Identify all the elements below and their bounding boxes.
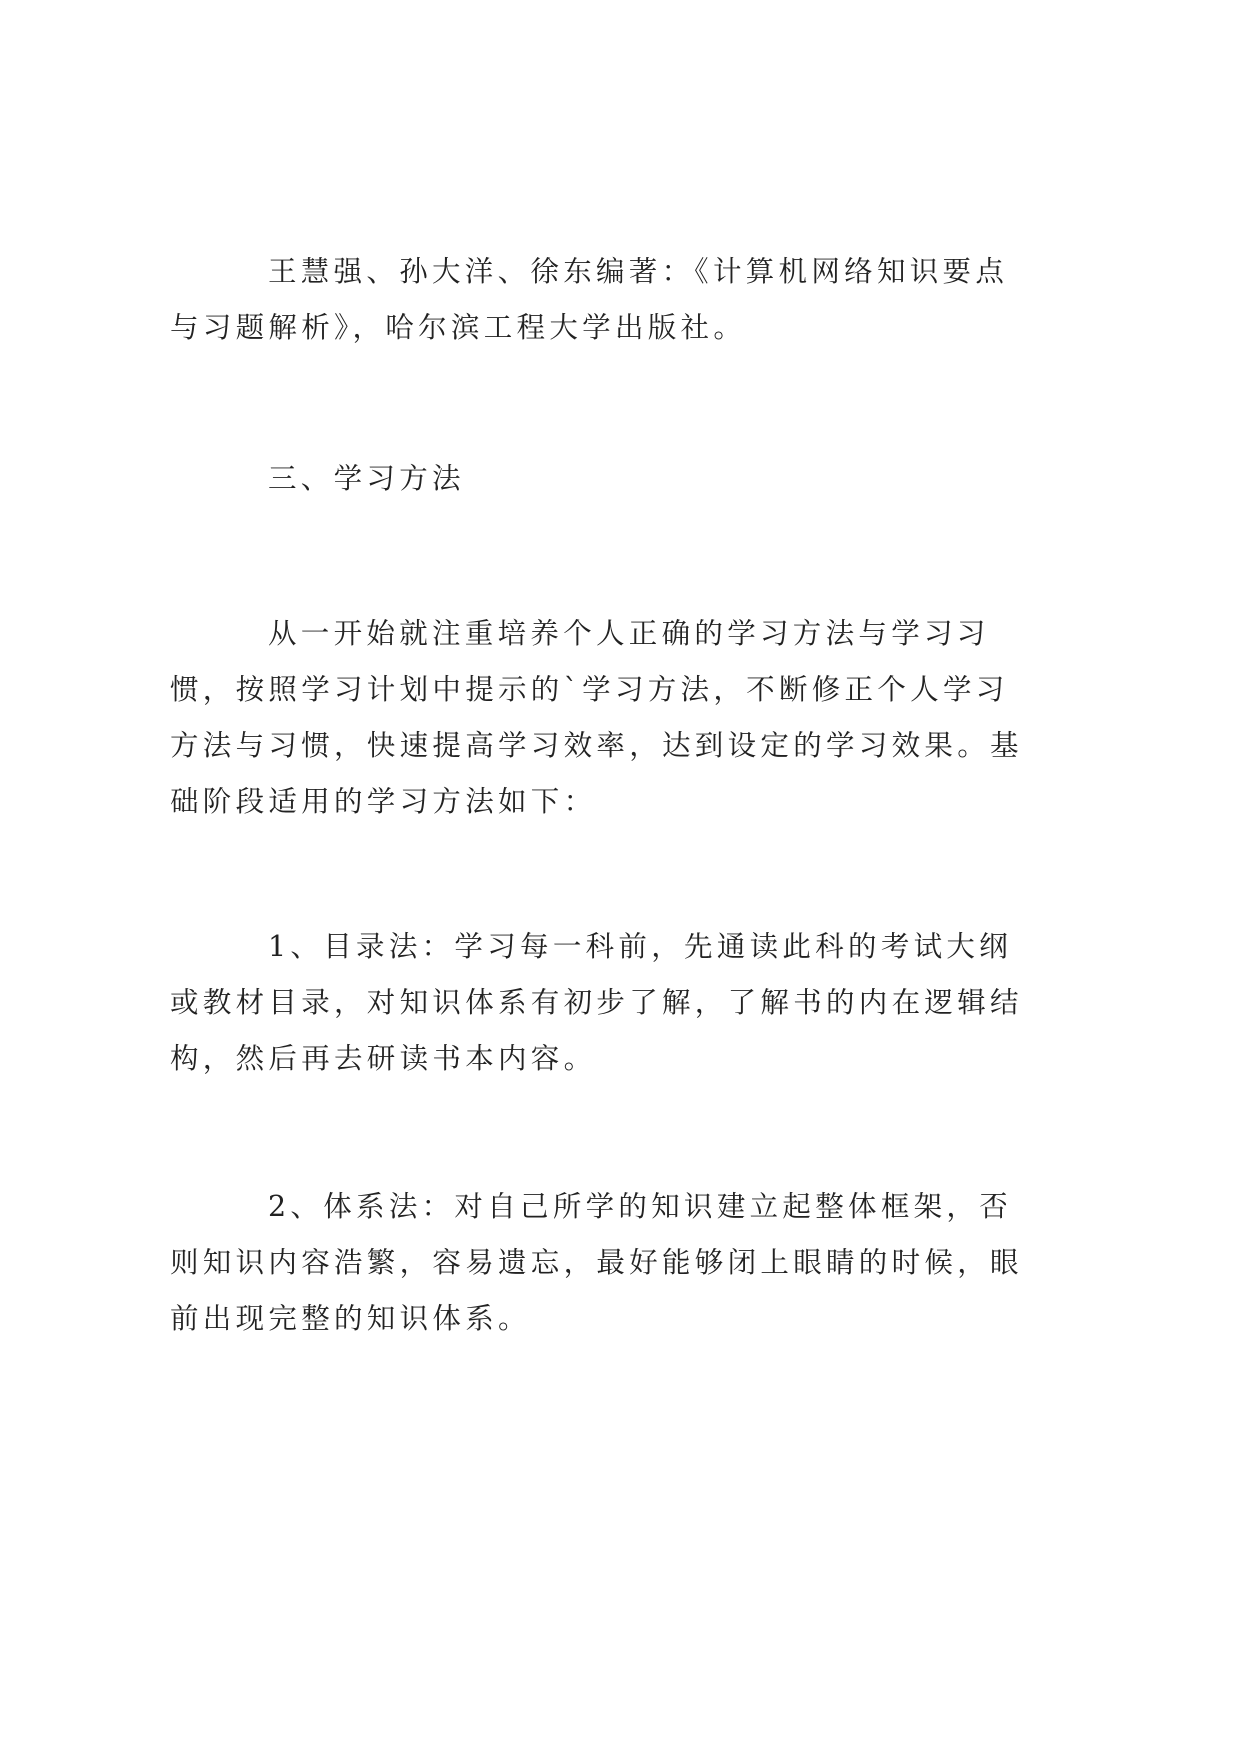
text-line: 从一开始就注重培养个人正确的学习方法与学习习 xyxy=(268,617,990,650)
text-line: 2、体系法：对自己所学的知识建立起整体框架，否 xyxy=(268,1190,1013,1223)
text-line: 王慧强、孙大洋、徐东编著：《计算机网络知识要点 xyxy=(268,255,1009,288)
text-line: 构，然后再去研读书本内容。 xyxy=(170,1042,597,1075)
text-line: 1、目录法：学习每一科前，先通读此科的考试大纲 xyxy=(268,930,1013,963)
text-line: 与习题解析》，哈尔滨工程大学出版社。 xyxy=(170,311,747,344)
text-line: 前出现完整的知识体系。 xyxy=(170,1302,531,1335)
text-line: 方法与习惯，快速提高学习效率，达到设定的学习效果。基 xyxy=(170,729,1023,762)
heading-text: 三、学习方法 xyxy=(268,462,465,495)
text-line: 惯，按照学习计划中提示的`学习方法，不断修正个人学习 xyxy=(170,673,1009,706)
text-line: 则知识内容浩繁，容易遗忘，最好能够闭上眼睛的时候，眼 xyxy=(170,1246,1023,1279)
text-line: 础阶段适用的学习方法如下： xyxy=(170,785,597,818)
text-line: 或教材目录，对知识体系有初步了解，了解书的内在逻辑结 xyxy=(170,986,1023,1019)
